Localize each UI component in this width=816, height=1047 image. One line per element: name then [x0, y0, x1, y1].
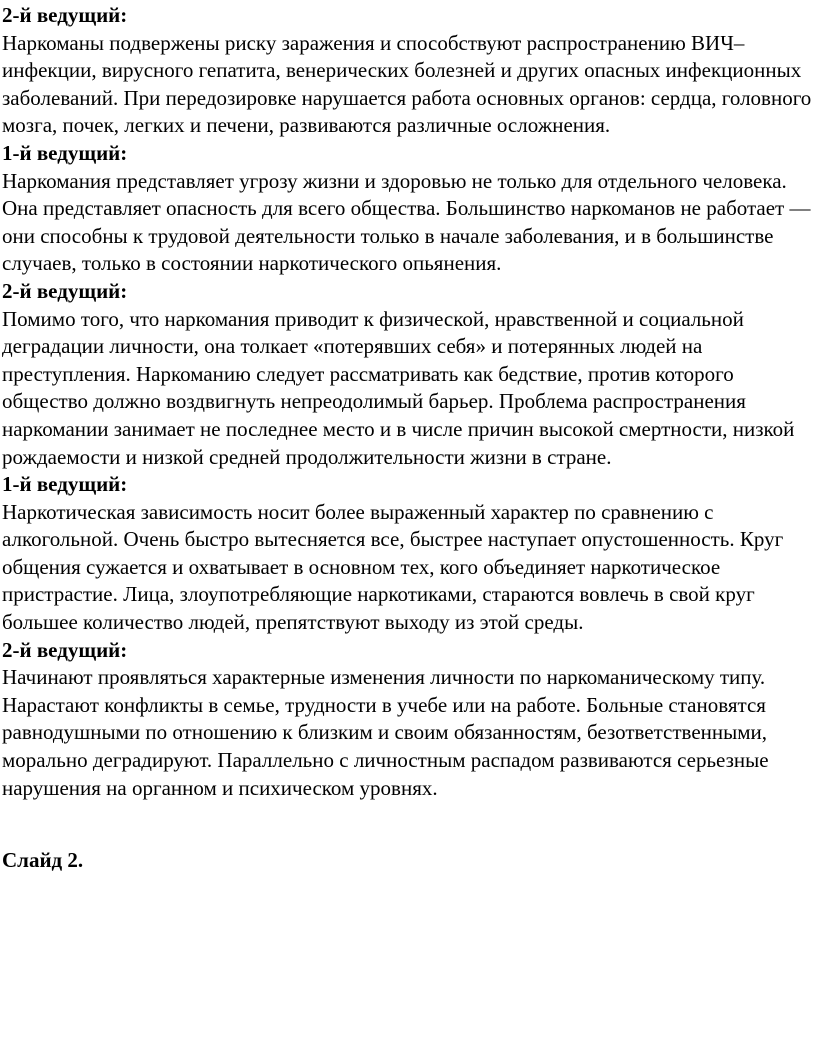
- dialogue-text: Наркомания представляет угрозу жизни и здоровью не только для отдельного человека. Она представляет опасность для всего общества. Большинство наркоманов не работает — они способны к трудовой деятельности только в начале заболевания, и в большинстве случаев, только в состоянии наркотического опьянения.: [2, 168, 811, 276]
- dialogue-block-5: [2, 637, 814, 803]
- dialogue-block-4: [2, 471, 814, 637]
- speaker-label: 2-й ведущий:: [2, 278, 128, 303]
- dialogue-block-1: [2, 2, 814, 140]
- dialogue-text: Начинают проявляться характерные изменения личности по наркоманическому типу. Нарастают конфликты в семье, трудности в учебе или на работе. Больные становятся равнодушными по отношению к близким и своим обязанностям, безответственными, морально деградируют. Параллельно с личностным распадом развиваются серьезные нарушения на органном и психическом уровнях.: [2, 665, 769, 800]
- speaker-label: 1-й ведущий:: [2, 472, 128, 497]
- dialogue-text: Наркотическая зависимость носит более выраженный характер по сравнению с алкогольной. Очень быстро вытесняется все, быстрее наступает опустошенность. Круг общения сужается и охватывает в основном тех, кого объединяет наркотическое пристрастие. Лица, злоупотребляющие наркотиками, стараются вовлечь в свой круг большее количество людей, препятствуют выходу из этой среды.: [2, 499, 784, 635]
- dialogue-block-2: [2, 140, 814, 278]
- dialogue-text: Помимо того, что наркомания приводит к физической, нравственной и социальной деградации личности, она толкает «потерявших себя» и потерянных людей на преступления. Наркоманию следует рассматривать как бедствие, против которого общество должно воздвигнуть непреодолимый барьер. Проблема распространения наркомании занимает не последнее место и в числе причин высокой смертности, низкой рождаемости и низкой средней продолжительности жизни в стране.: [2, 306, 795, 469]
- speaker-label: 2-й ведущий:: [2, 3, 128, 27]
- document-page: [2, 2, 814, 874]
- slide-heading: Слайд 2.: [2, 847, 84, 872]
- speaker-label: 1-й ведущий:: [2, 140, 128, 165]
- speaker-label: 2-й ведущий:: [2, 637, 128, 662]
- dialogue-block-3: [2, 278, 814, 471]
- blank-line: [2, 802, 814, 830]
- dialogue-text: Наркоманы подвержены риску заражения и способствуют распространению ВИЧ–инфекции, вирусного гепатита, венерических болезней и других опасных инфекционных заболеваний. При передозировке нарушается работа основных органов: сердца, головного мозга, почек, легких и печени, развиваются различные осложнения.: [2, 30, 812, 138]
